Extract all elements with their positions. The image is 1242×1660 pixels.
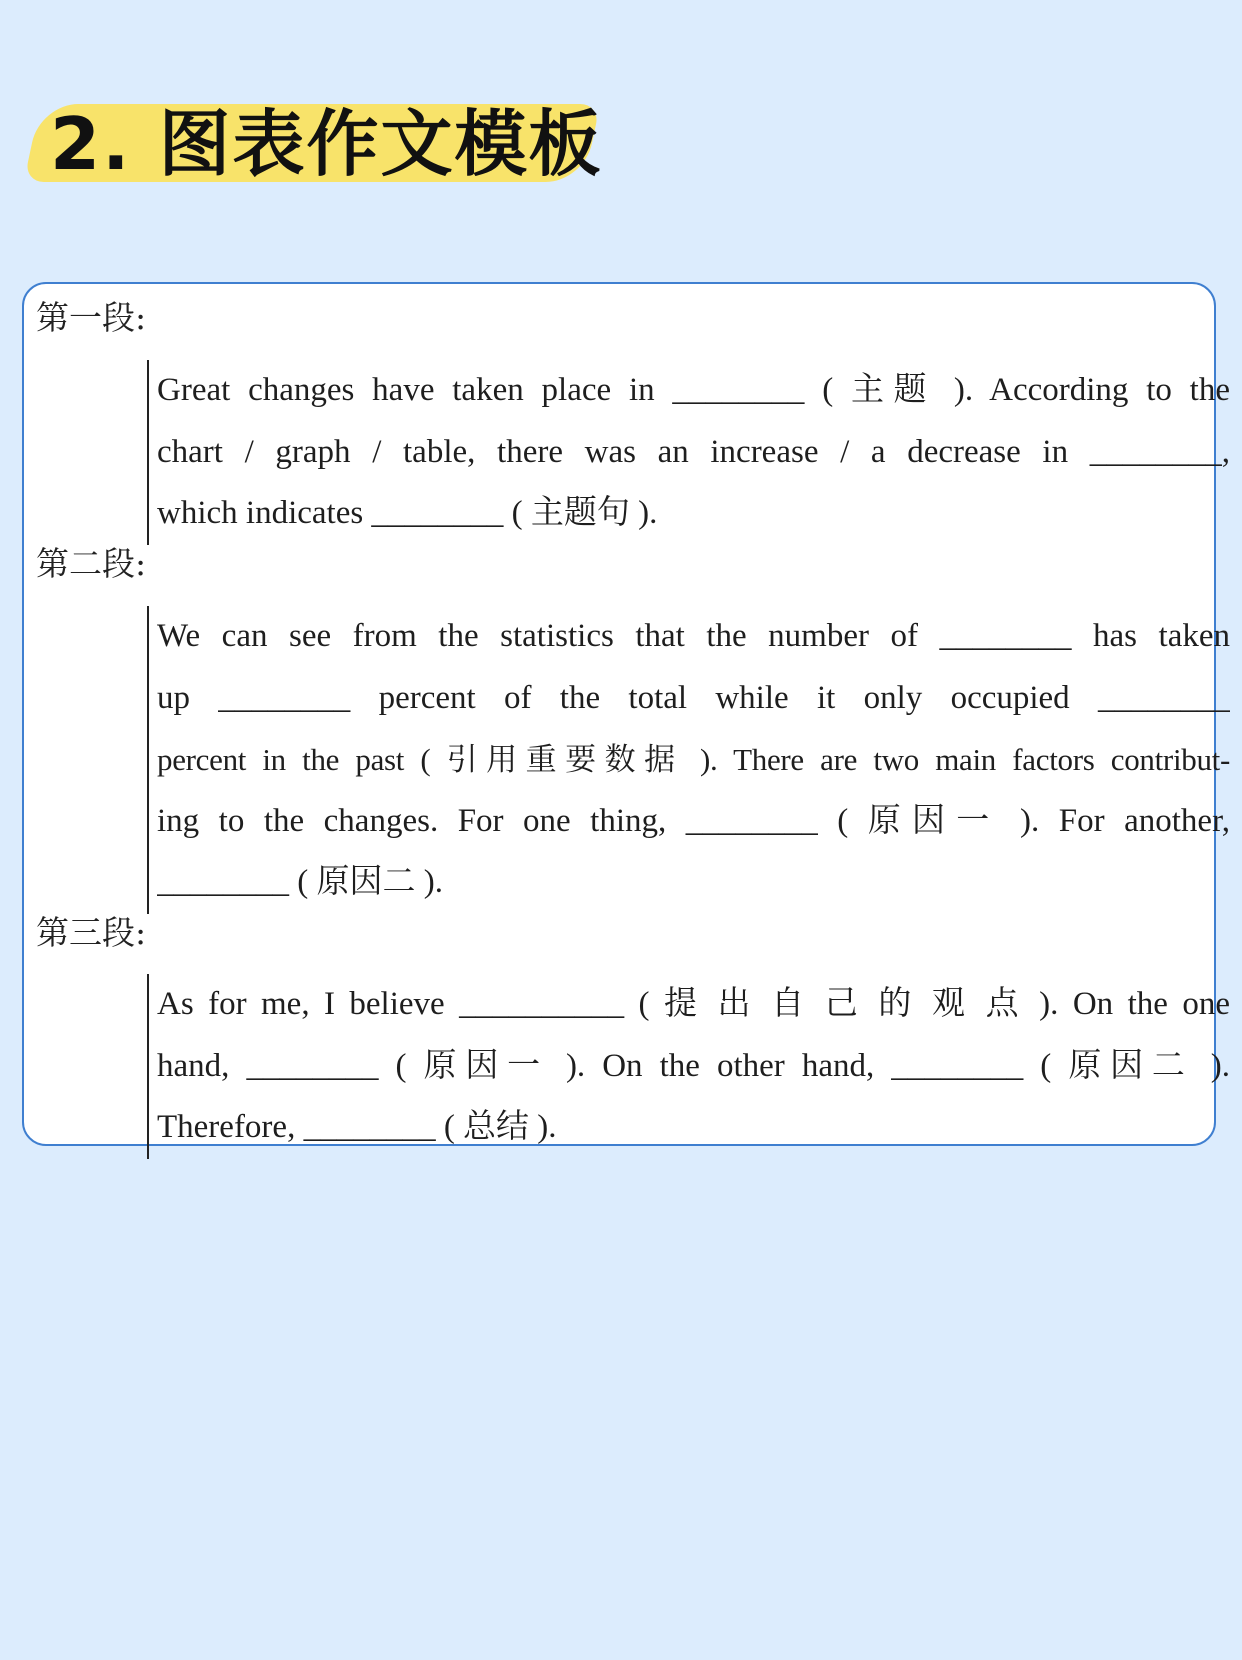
paragraph-1-line-3: which indicates ________ ( 主题句 ). — [157, 495, 658, 531]
paragraph-2-line-4: ing to the changes. For one thing, ________ ( 原因一 ). For another, — [157, 802, 1230, 839]
paragraph-block-3 — [147, 974, 1230, 1159]
paragraph-3-line-3: Therefore, ________ ( 总结 ). — [157, 1109, 557, 1145]
paragraph-2-line-5: ________ ( 原因二 ). — [157, 864, 443, 900]
paragraph-2-line-2: up ________ percent of the total while it only occupied ________ — [157, 679, 1230, 716]
paragraph-block-1 — [147, 360, 1230, 545]
paragraph-1-line-2: chart / graph / table, there was an increase / a decrease in ________, — [157, 433, 1230, 470]
paragraph-3-line-2: hand, ________ ( 原因一 ). On the other hand, ________ ( 原因二 ). — [157, 1047, 1230, 1084]
section-label-3: 第三段: — [36, 913, 147, 952]
page-title: 2. 图表作文模板 — [50, 102, 603, 186]
section-label-2: 第二段: — [36, 544, 147, 583]
paragraph-2-line-1: We can see from the statistics that the number of ________ has taken — [157, 618, 1230, 654]
section-label-1: 第一段: — [36, 298, 147, 337]
paragraph-3-line-1: As for me, I believe __________ ( 提 出 自 己 的 观 点 ). On the one — [157, 986, 1230, 1022]
paragraph-1-line-1: Great changes have taken place in ________ ( 主题 ). According to the — [157, 372, 1230, 408]
paragraph-2-line-3: percent in the past ( 引用重要数据 ). There are two main factors contribut- — [157, 742, 1230, 777]
paragraph-block-2 — [147, 606, 1230, 914]
template-card — [22, 282, 1230, 1146]
